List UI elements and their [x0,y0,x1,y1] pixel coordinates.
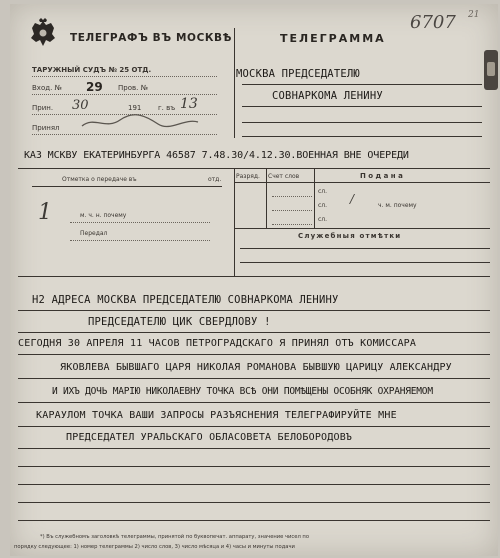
prin-label: Прин. [32,104,54,112]
body-line-6: КАРАУЛОМ ТОЧКА ВАШИ ЗАПРОСЫ РАЗЪЯСНЕНИЯ ТЕЛЕГРАФИРУЙТЕ МНЕ [36,410,397,421]
body-line-2: ПРЕДСЕДАТЕЛЮ ЦИК СВЕРДЛОВУ ! [88,316,271,328]
transfer-time-label: м. ч. н. почему [80,212,127,219]
body-rule-1 [18,310,490,311]
priem-rule [32,134,217,135]
col-submitted: П о д а н а [360,172,403,180]
address-rule-1 [242,84,482,85]
row-label-1: сл. [318,188,328,195]
double-headed-eagle-emblem [28,18,58,50]
address-rule-4 [242,136,482,137]
corner-number: 6707 [410,12,456,33]
row-rule-3 [272,224,312,225]
body-rule-6 [18,426,490,427]
address-rule-3 [242,122,482,123]
form-title: ТЕЛЕГРАММА [280,32,386,45]
transfer-time-rule [70,222,210,223]
hour-label: г. въ [158,104,176,112]
priem-label: Принял [32,124,60,132]
right-table-mid-rule [234,228,490,229]
routing-line: КАЗ МСКВУ ЕКАТЕРИНБУРГА 46587 7.48.30/4.12.30.ВОЕННАЯ ВНЕ ОЧЕРЕДИ [24,150,409,161]
telegram-form [10,4,498,556]
col-category: Разряд. [236,173,260,180]
sender-label: Передал [80,230,108,237]
prin-date: 30 [72,98,89,113]
footnote-line-2: порядку следующее: 1) номер телеграммы 2) число слов, 3) число мѣсяца и 4) часы и минуты подачи [14,544,295,550]
right-table-col-divider-2 [314,168,315,228]
body-rule-7 [18,448,490,449]
section-rule-bottom [18,276,490,277]
right-table-col-divider-1 [266,168,267,228]
col-word-count: Счет слов [268,173,300,180]
body-rule-4 [18,378,490,379]
row-label-3: сл. [318,216,328,223]
address-line-2: СОВНАРКОМА ЛЕНИНУ [272,90,383,102]
transfer-mark-dept: отд. [208,176,222,183]
transfer-mark: 1 [38,200,52,225]
body-rule-3 [18,354,490,355]
address-rule-2 [242,106,482,107]
row-rule-1 [272,196,312,197]
prov-label: Пров. № [118,84,148,92]
body-rule-9 [18,484,490,485]
section-rule-top [18,168,490,169]
left-table-rule [32,186,222,187]
address-line-1: МОСКВА ПРЕДСЕДАТЕЛЮ [236,68,360,80]
hour-value: 13 [180,96,198,112]
office-title: ТЕЛЕГРАФЪ ВЪ МОСКВѢ [70,32,233,44]
submitted-slash: / [350,192,355,206]
service-rule-2 [240,262,490,263]
row-label-2: сл. [318,202,328,209]
corner-small-number: 21 [468,10,480,20]
subtitle-rule [32,76,217,77]
body-rule-11 [18,520,490,521]
transfer-mark-label: Отметка о передаче въ [62,176,137,183]
signature-scribble [80,112,200,132]
row-rule-2 [272,210,312,211]
body-line-5: И ИХЪ ДОЧЬ МАРIЮ НИКОЛАЕВНУ ТОЧКА ВСѢ ОНИ ПОМѢЩЕНЫ ОСОБНЯК ОХРАНЯЕМОМ [52,386,433,397]
num-value: 29 [86,80,103,94]
footnote-line-1: *) Въ служебномъ заголовкѣ телеграммы, принятой по буквопечат. аппарату, значение чисел по [40,534,310,540]
header-divider [234,28,235,138]
row-date: ч. м. почему [378,202,417,209]
body-rule-5 [18,402,490,403]
right-table-header-rule [234,182,490,183]
body-rule-10 [18,502,490,503]
body-line-7: ПРЕДСЕДАТЕЛ УРАЛЬСКАГО ОБЛАСОВЕТА БЕЛОБОРОДОВЪ [66,432,353,443]
body-line-1: Н2 АДРЕСА МОСКВА ПРЕДСЕДАТЕЛЮ СОВНАРКОМА ЛЕНИНУ [32,294,339,306]
punch-hole [484,50,498,90]
num-rule [32,94,217,95]
body-rule-2 [18,332,490,333]
right-table-left-border [234,168,235,276]
sender-rule [70,240,210,241]
body-rule-8 [18,466,490,467]
subtitle-line: ТАРУЖНЫЙ СУДЪ № 25 ОТД. [32,66,152,74]
year-label: 191 [128,104,142,112]
num-label: Вход. № [32,84,62,92]
body-line-3: СЕГОДНЯ 30 АПРЕЛЯ 11 ЧАСОВ ПЕТРОГРАДСКАГО Я ПРИНЯЛ ОТЪ КОМИССАРА [18,338,417,349]
service-rule-1 [240,248,490,249]
service-notes-label: Служебныя отмѣтки [298,232,402,240]
body-line-4: ЯКОВЛЕВА БЫВШАГО ЦАРЯ НИКОЛАЯ РОМАНОВА БЫВШУЮ ЦАРИЦУ АЛЕКСАНДРУ [60,362,452,373]
